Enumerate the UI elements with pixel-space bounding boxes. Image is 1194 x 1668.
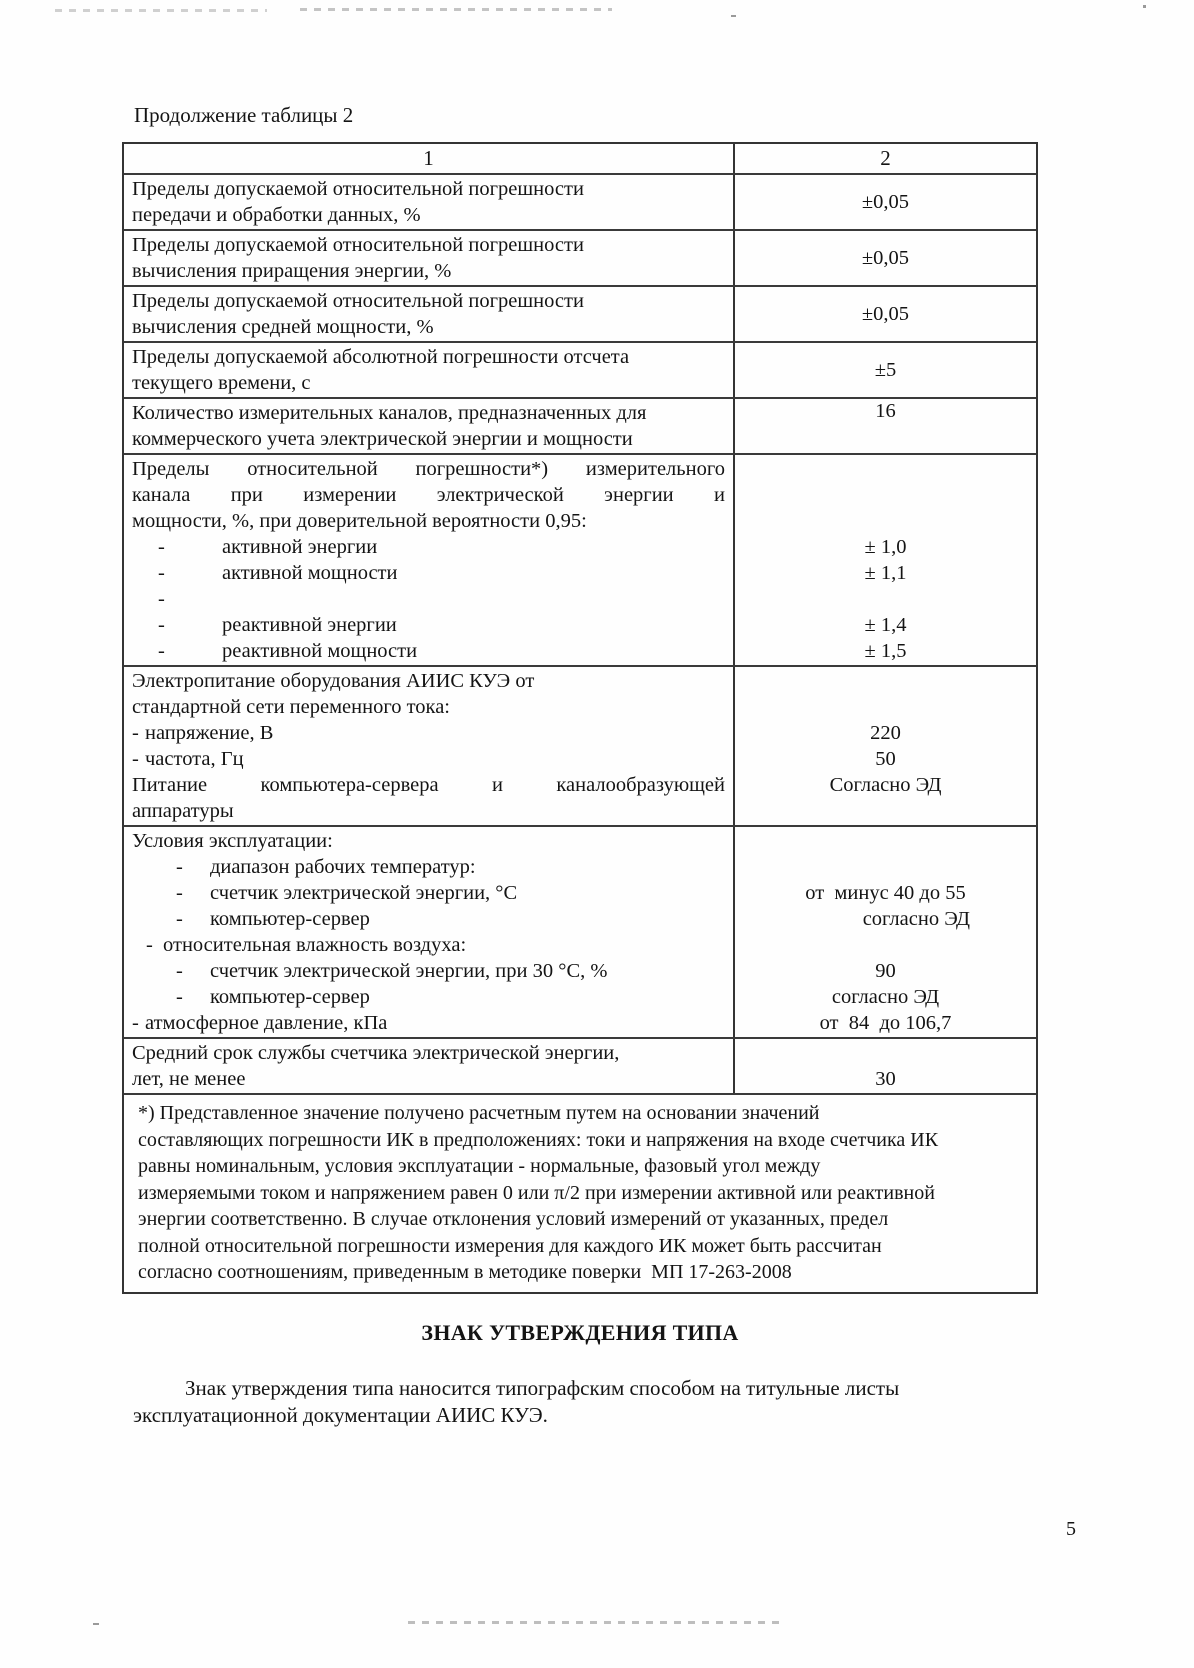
table-header-col2: 2 <box>733 144 1036 173</box>
table-row: Количество измерительных каналов, предназначенных для коммерческого учета электрической энергии и мощности 16 <box>124 397 1036 453</box>
scan-artifact-speck <box>1143 5 1146 8</box>
paragraph-line: эксплуатационной документации АИИС КУЭ. <box>133 1403 548 1427</box>
table-continuation-title: Продолжение таблицы 2 <box>134 103 354 127</box>
scan-artifact-top-left <box>55 9 267 12</box>
table-rows <box>124 173 1036 1093</box>
paragraph-line: Знак утверждения типа наносится типографским способом на титульные листы <box>185 1376 900 1400</box>
table-header-row <box>124 144 1036 173</box>
scan-artifact-top <box>300 8 612 11</box>
table-row: Электропитание оборудования АИИС КУЭ от стандартной сети переменного тока: - напряжение, В - частота, Гц Питание компьютера-сервера и каналообразующей аппаратуры 220 50 Согласно ЭД <box>124 665 1036 825</box>
specifications-table <box>122 142 1038 1294</box>
table-row: Пределы допускаемой относительной погрешности передачи и обработки данных, % ±0,05 <box>124 173 1036 229</box>
section-heading: ЗНАК УТВЕРЖДЕНИЯ ТИПА <box>421 1320 739 1345</box>
table-value: 16 <box>875 400 896 422</box>
scan-artifact-bottom <box>408 1621 780 1624</box>
table-value: ±0,05 <box>861 246 910 269</box>
table-row: Пределы допускаемой относительной погрешности вычисления средней мощности, % ±0,05 <box>124 285 1036 341</box>
table-row: Средний срок службы счетчика электрической энергии, лет, не менее 30 <box>124 1037 1036 1093</box>
table-header-col1: 1 <box>423 146 434 170</box>
table-row: Пределы допускаемой относительной погрешности вычисления приращения энергии, % ±0,05 <box>124 229 1036 285</box>
table-value: ±0,05 <box>861 190 910 213</box>
table-footnote: *) Представленное значение получено расчетным путем на основании значений составляющих погрешности ИК в предположениях: токи и напряжения на входе счетчика ИК равны номинальным, условия эксплуатации - нормальные, фазовый угол между измеряемыми током и напряжением равен 0 или π/2 при измерении активной или реактивной энергии соответственно. В случае отклонения условий измерений от указанных, предел полной относительной погрешности измерения для каждого ИК может быть рассчитан согласно соотношениям, приведенным в методике поверки МП 17-263-2008 <box>124 1093 1036 1292</box>
table-row: Пределы относительной погрешности*) измерительного канала при измерении электрической энергии и мощности, %, при доверительной вероятности 0,95: - активной энергии - активной мощности - - реактивной энергии - реактивной мощности ± 1,0 ± 1,1 ± 1,4 ± 1,5 <box>124 453 1036 665</box>
table-row: Условия эксплуатации: - диапазон рабочих температур: - счетчик электрической энергии, °С - компьютер-сервер - относительная влажность воздуха: - счетчик электрической энергии, при 30 °С, % - компьютер-сервер - атмосферное давление, кПа от минус 40 до 55 согласно ЭД 90 согласно ЭД от 84 до 106,7 <box>124 825 1036 1037</box>
table-row: Пределы допускаемой абсолютной погрешности отсчета текущего времени, с ±5 <box>124 341 1036 397</box>
body-paragraph <box>133 1375 1043 1429</box>
table-value: 30 <box>875 1068 896 1090</box>
table-value: ±0,05 <box>861 302 910 325</box>
page-number: 5 <box>1066 1518 1076 1540</box>
table-value: ±5 <box>874 358 897 381</box>
scan-artifact-speck <box>93 1623 99 1625</box>
scan-artifact-speck <box>731 15 736 17</box>
